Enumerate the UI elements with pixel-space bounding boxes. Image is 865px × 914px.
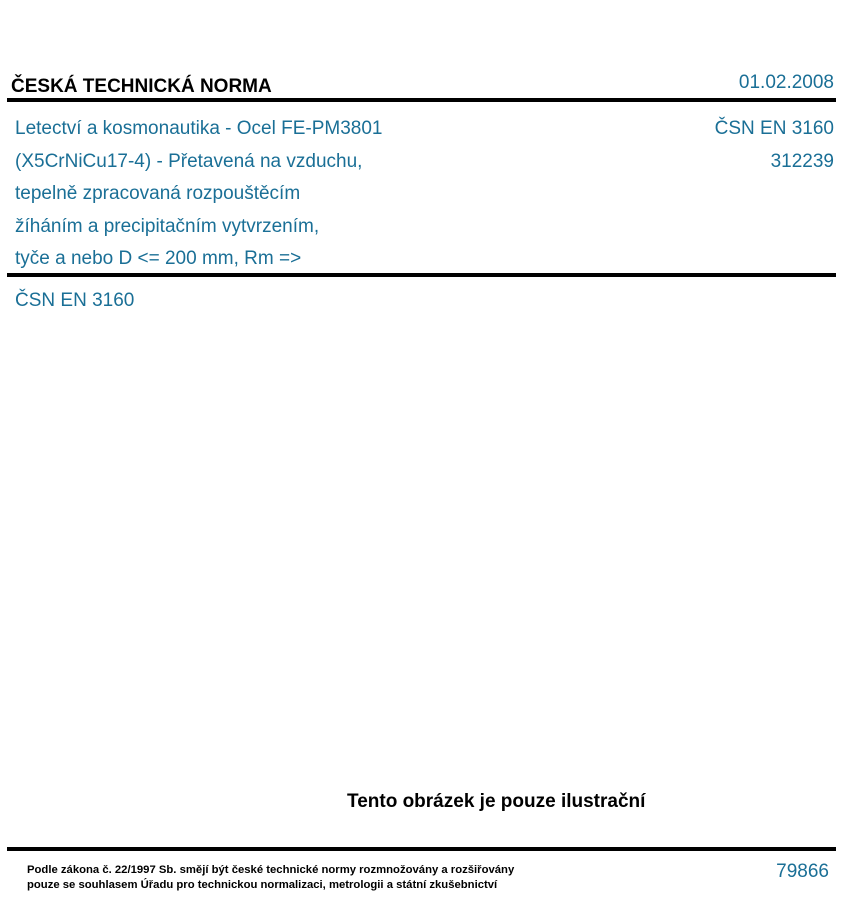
illustration-note: Tento obrázek je pouze ilustrační xyxy=(347,791,646,812)
title-divider xyxy=(7,273,836,277)
header-divider xyxy=(7,98,836,102)
standard-title-line: Letectví a kosmonautika - Ocel FE-PM3801 xyxy=(15,118,383,139)
standard-codes xyxy=(715,113,834,178)
footer-legal-line: pouze se souhlasem Úřadu pro technickou normalizaci, metrologii a státní zkušebnictví xyxy=(27,879,498,891)
standard-title xyxy=(15,113,383,276)
footer-divider xyxy=(7,847,836,851)
standard-title-line: žíháním a precipitačním vytvrzením, xyxy=(15,215,320,237)
footer-legal-notice xyxy=(27,863,514,893)
standard-title-line: tepelně zpracovaná rozpouštěcím xyxy=(15,183,301,204)
footer-legal-line: Podle zákona č. 22/1997 Sb. smějí být české technické normy rozmnožovány a rozšiřovány xyxy=(27,864,515,876)
header-date: 01.02.2008 xyxy=(738,72,834,93)
standard-reference: ČSN EN 3160 xyxy=(15,290,135,311)
standard-title-line: tyče a nebo D <= 200 mm, Rm => xyxy=(15,248,302,269)
standard-code: ČSN EN 3160 xyxy=(714,118,834,139)
header-title: ČESKÁ TECHNICKÁ NORMA xyxy=(11,76,272,97)
standard-title-line: (X5CrNiCu17-4) - Přetavená na vzduchu, xyxy=(15,150,363,172)
catalog-number: 312239 xyxy=(770,150,834,172)
footer-number: 79866 xyxy=(776,861,829,882)
